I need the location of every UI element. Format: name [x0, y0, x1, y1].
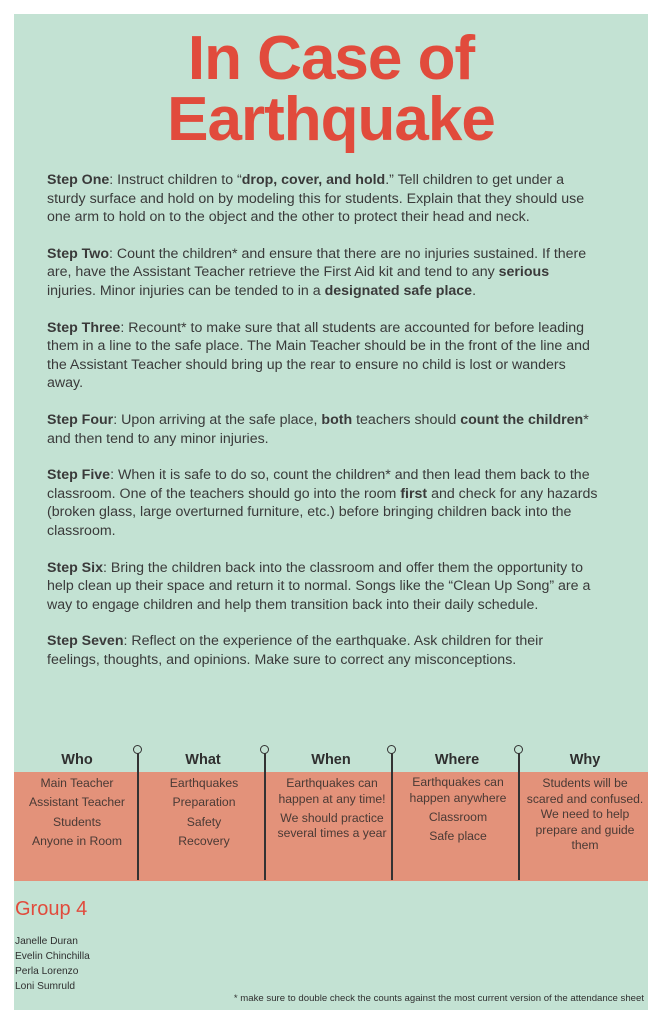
poster — [14, 14, 648, 1010]
member-name: Loni Sumruld — [15, 981, 76, 992]
column-line: Earthquakes can happen at any time! — [278, 776, 386, 806]
info-band — [14, 772, 648, 881]
column-line: Classroom — [428, 809, 488, 824]
step-lead: Step Six — [47, 559, 103, 576]
member-name: Evelin Chinchilla — [15, 951, 90, 962]
header-where: Where — [434, 752, 480, 768]
header-what: What — [185, 752, 221, 768]
step-paragraph: Step Five: When it is safe to do so, count the children* and then lead them back to the classroom. One of the teachers should go into the room first and check for any hazards (broken glass, large overturned furniture, etc.) before bringing children back into the classroom. — [47, 467, 598, 539]
column-line: We should practice several times a year — [277, 810, 387, 841]
step-emphasis: serious — [498, 264, 550, 281]
column-why — [523, 776, 647, 857]
header-who: Who — [61, 752, 93, 768]
column-line: Preparation — [172, 795, 236, 810]
member-name: Janelle Duran — [15, 936, 78, 947]
step-emphasis: designated safe place — [324, 282, 473, 299]
steps-list — [47, 171, 599, 687]
step-paragraph: Step Seven: Reflect on the experience of the earthquake. Ask children for their feelings, thoughts, and opinions. Make sure to correct any misconceptions. — [47, 633, 544, 668]
divider-knob — [387, 745, 396, 754]
step-paragraph: Step Three: Recount* to make sure that all students are accounted for before leading them in a line to the safe place. The Main Teacher should be in the front of the line and the Assistant Teacher should bring up the rear to ensure no child is lost or wanders away. — [47, 319, 590, 392]
member-list — [15, 934, 90, 994]
divider-knob — [514, 745, 523, 754]
header-why: Why — [569, 752, 601, 768]
step-paragraph: Step One: Instruct children to “drop, cover, and hold.” Tell children to get under a sturdy surface and hold on by modeling this for students. Explain that they should use one arm to hold on to the object and the other to protect their head and neck. — [47, 172, 585, 226]
column-line: Safety — [186, 814, 222, 829]
table-header-row — [14, 752, 648, 772]
divider-knob — [133, 745, 142, 754]
column-line: Students — [52, 814, 102, 829]
column-divider — [137, 749, 139, 880]
column-who — [15, 776, 139, 853]
column-line: Safe place — [429, 829, 487, 844]
column-where — [396, 775, 520, 848]
step-paragraph: Step Two: Count the children* and ensure that there are no injuries sustained. If there are, have the Assistant Teacher retrieve the First Aid kit and tend to any serious injuries. Minor injuries can be tended to in a designated safe place. — [47, 245, 587, 299]
group-label: Group 4 — [15, 898, 88, 920]
column-divider — [518, 749, 520, 880]
column-line: Main Teacher — [40, 776, 114, 790]
column-line: Assistant Teacher — [29, 795, 125, 810]
step-lead: Step Seven — [47, 633, 124, 650]
title-line-2: Earthquake — [167, 85, 495, 154]
step-emphasis: both — [321, 411, 353, 428]
member-name: Perla Lorenzo — [15, 966, 79, 977]
column-line: Earthquakes can happen anywhere — [409, 775, 507, 805]
column-what — [142, 776, 266, 853]
column-divider — [264, 749, 266, 880]
step-paragraph: Step Four: Upon arriving at the safe place, both teachers should count the children* and then tend to any minor injuries. — [47, 411, 589, 447]
column-line: Earthquakes — [169, 776, 239, 790]
title-line-1: In Case of — [187, 24, 475, 93]
divider-knob — [260, 745, 269, 754]
poster-title — [14, 24, 648, 154]
step-lead: Step One — [47, 172, 110, 188]
column-line: Recovery — [178, 833, 230, 848]
column-divider — [391, 749, 393, 880]
step-lead: Step Five — [47, 467, 111, 484]
footnote: * make sure to double check the counts against the most current version of the attendance sheet — [233, 993, 644, 1004]
column-when — [270, 776, 394, 846]
step-emphasis: count the children — [460, 411, 584, 428]
step-emphasis: drop, cover, and hold — [241, 172, 386, 188]
column-line: Students will be scared and confused. We need to help prepare and guide them — [526, 776, 644, 852]
header-when: When — [311, 752, 351, 768]
step-lead: Step Two — [47, 245, 110, 262]
step-emphasis: first — [400, 485, 428, 502]
column-line: Anyone in Room — [31, 833, 123, 848]
step-lead: Step Three — [47, 319, 121, 336]
step-lead: Step Four — [47, 411, 114, 428]
step-paragraph: Step Six: Bring the children back into the classroom and offer them the opportunity to help clean up their space and return it to normal. Songs like the “Clean Up Song” are a way to engage children and help them transition back into their daily schedule. — [47, 559, 591, 613]
